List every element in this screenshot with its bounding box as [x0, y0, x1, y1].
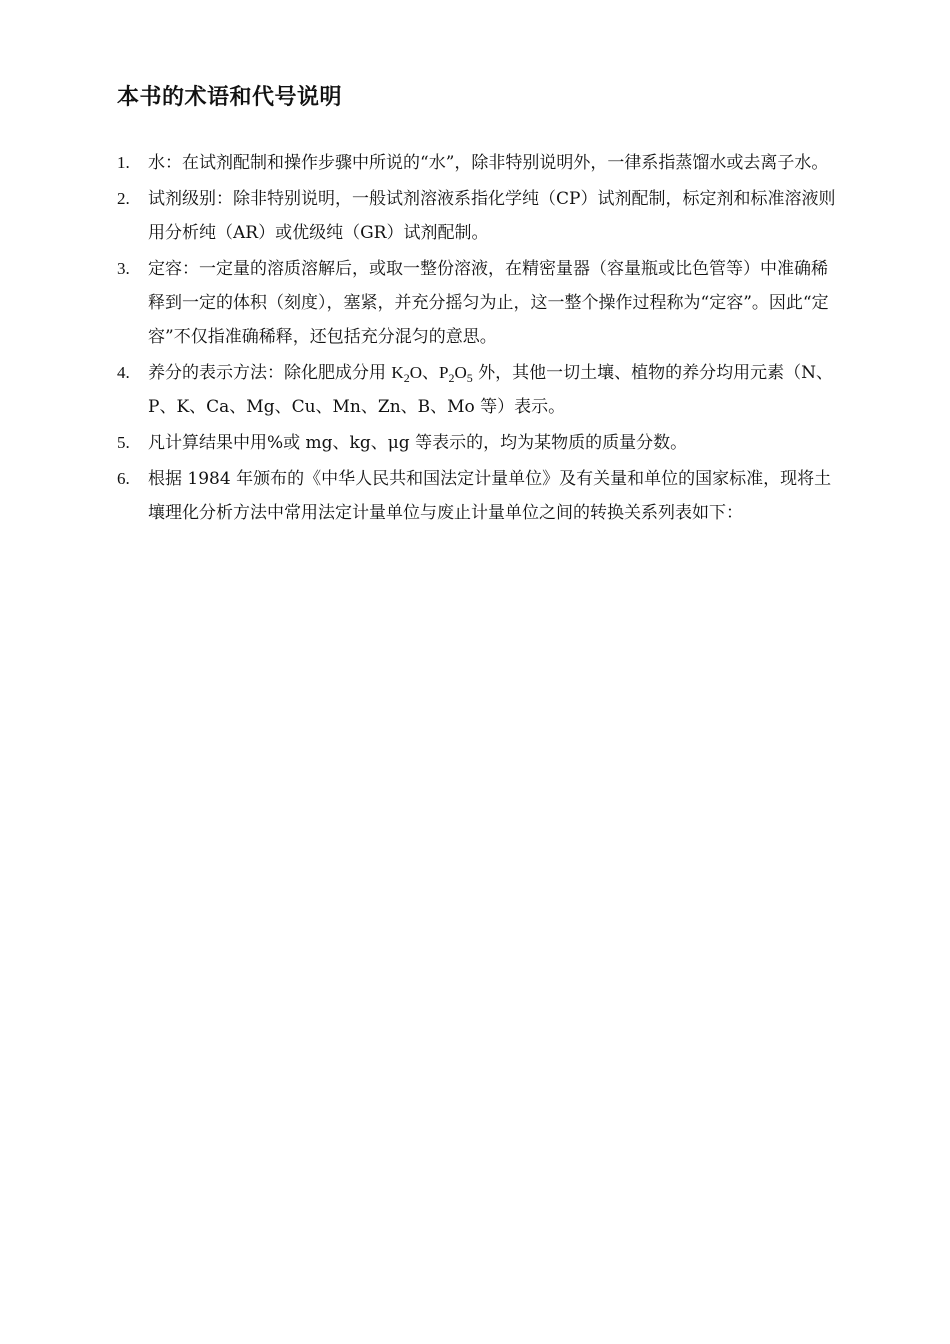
item-number: 2. [117, 189, 130, 208]
item-text: 定容：一定量的溶质溶解后，或取一整份溶液，在精密量器（容量瓶或比色管等）中准确稀释到一定的体积（刻度），塞紧，并充分摇匀为止，这一整个操作过程称为“定容”。因此“定容”不仅指准确稀释，还包括充分混匀的意思。 [148, 259, 829, 347]
item-number: 5. [117, 433, 130, 452]
item-text: 凡计算结果中用%或 mg、kg、μg 等表示的，均为某物质的质量分数。 [148, 433, 688, 453]
item-text: 根据 1984 年颁布的《中华人民共和国法定计量单位》及有关量和单位的国家标准，现将土壤理化分析方法中常用法定计量单位与废止计量单位之间的转换关系列表如下： [148, 469, 832, 523]
item-text-before: 养分的表示方法：除化肥成分用 [148, 363, 392, 383]
page-title: 本书的术语和代号说明 [117, 85, 343, 110]
list-item-reagent-grade [117, 182, 843, 250]
formula-k2o: $K_2O$ [391, 363, 422, 385]
list-item-dilution [117, 252, 843, 354]
list-item-units [117, 426, 843, 460]
item-text: 试剂级别：除非特别说明，一般试剂溶液系指化学纯（CP）试剂配制，标定剂和标准溶液则用分析纯（AR）或优级纯（GR）试剂配制。 [148, 189, 836, 243]
item-number: 3. [117, 259, 130, 278]
item-number: 6. [117, 469, 130, 488]
list-item-nutrient-notation [117, 356, 843, 424]
item-number: 1. [117, 153, 130, 172]
item-number: 4. [117, 363, 130, 382]
list-item-legal-units [117, 462, 843, 530]
formula-separator: 、 [421, 363, 439, 383]
list-item-water [117, 146, 843, 180]
item-text-after: 外，其他一切土壤、植物的养分均用元素（N、P、K、Ca、Mg、Cu、Mn、Zn、B、Mo 等）表示。 [148, 363, 833, 417]
formula-p2o5: $P_2O_5$ [438, 363, 473, 385]
item-text: 水：在试剂配制和操作步骤中所说的“水”，除非特别说明外，一律系指蒸馏水或去离子水。 [148, 153, 829, 173]
terms-list [117, 146, 843, 532]
